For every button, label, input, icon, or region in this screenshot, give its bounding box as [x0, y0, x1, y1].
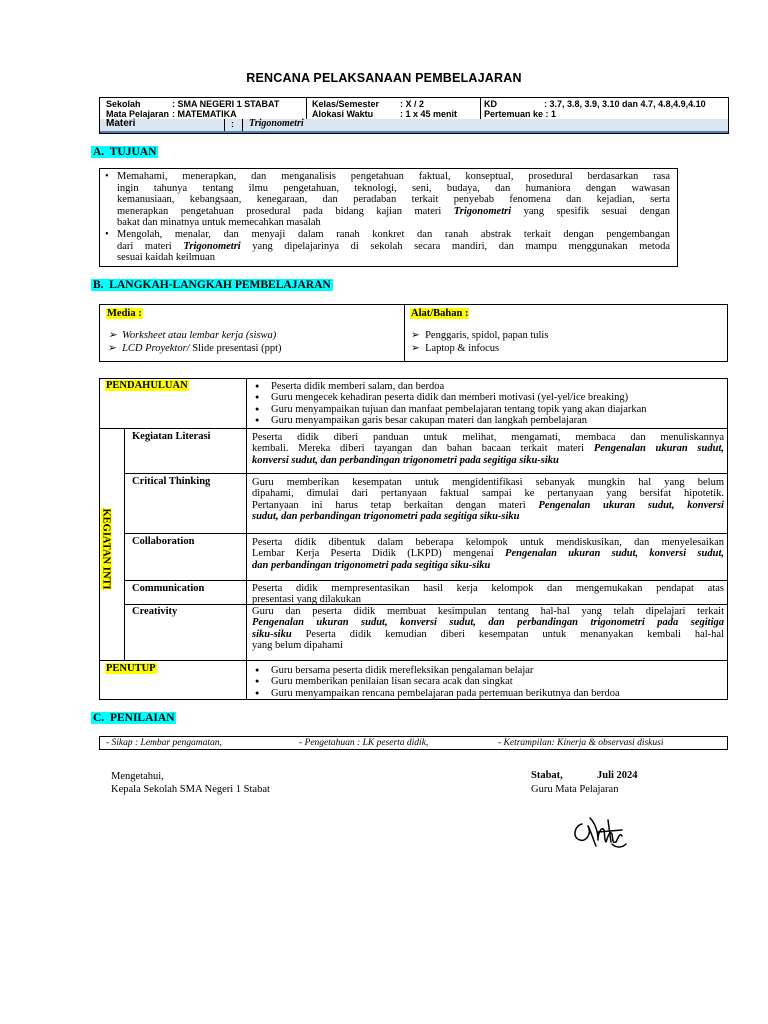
penilaian-ketrampilan: - Ketrampilan: Kinerja & observasi diskusi [498, 738, 664, 748]
penilaian-sikap: - Sikap : Lembar pengamatan, [106, 738, 222, 748]
tujuan-1-line-1: Memahami, menerapkan, dan menganalisis pengetahuan faktual, konseptual, prosedural berdasarkan rasa [117, 171, 670, 182]
sekolah-label: Sekolah [106, 99, 141, 109]
critical-thinking-label: Critical Thinking [132, 476, 211, 487]
media-item-worksheet-text: Worksheet atau lembar kerja (siswa) [122, 330, 277, 341]
comm-line: Peserta didik mempresentasikan hasil kerja kelompok dan mengemukakan pendapat atas [252, 583, 724, 594]
kd-label: KD [484, 99, 497, 109]
tujuan-1-line-2: ingin tahunya tentang ilmu pengetahuan, teknologi, seni, budaya, dan humaniora dengan wawasan [117, 182, 670, 194]
penutup-label-text: PENUTUP [106, 663, 156, 674]
pendahuluan-list [253, 381, 723, 427]
media-label-text: Media : [107, 308, 142, 319]
section-b-heading [91, 279, 333, 291]
document-title: RENCANA PELAKSANAAN PEMBELAJARAN [246, 71, 522, 85]
tujuan-1-line-4 [117, 206, 670, 218]
tujuan-item-1 [105, 171, 670, 229]
collab-line: Peserta didik dibentuk dalam beberapa kelompok untuk mendiskusikan, dan menyelesaikan [252, 537, 724, 548]
tujuan-2-line-3: sesuai kaidah keilmuan [117, 252, 215, 264]
section-c-title: PENILAIAN [109, 712, 175, 724]
collab-emphasis-line: dan perbandingan trigonometri pada segitiga siku-siku [252, 559, 491, 571]
kelas-label: Kelas/Semester [312, 99, 380, 109]
creativity-label: Creativity [132, 606, 178, 617]
alat-item-2-text: Laptop & infocus [425, 343, 500, 354]
section-c-highlight [91, 712, 176, 724]
literasi-emphasis: Pengenalan ukuran sudut, [593, 443, 724, 455]
penilaian-pengetahuan: - Pengetahuan : LK peserta didik, [299, 738, 429, 748]
section-b-title: LANGKAH-LANGKAH PEMBELAJARAN [109, 279, 331, 291]
section-b-letter: B. [93, 279, 104, 291]
tujuan-2-emphasis: Trigonometri [183, 240, 241, 252]
materi-row [100, 119, 728, 133]
mapel-value: : MATEMATIKA [172, 109, 237, 119]
critical-thinking-text [252, 477, 724, 523]
literasi-label: Kegiatan Literasi [132, 431, 211, 442]
tujuan-2-line-2 [117, 241, 670, 253]
sig-right-city: Stabat, [531, 770, 563, 781]
literasi-line: Peserta didik diberi panduan untuk melihat, mengamati, membaca dan menuliskannya [252, 432, 724, 443]
tujuan-2-line-1: Mengolah, menalar, dan menyaji dalam ranah konkret dan ranah abstrak terkait dengan pengembangan [117, 229, 670, 240]
pendahuluan-item: ● Guru menyampaikan tujuan dan manfaat pembelajaran tentang topik yang akan diajarkan [253, 404, 723, 415]
critical-line: dipahami, dimulai dari pertanyaan faktual sampai ke pertanyaan yang bersifat hipotetik. [252, 488, 724, 500]
collaboration-label: Collaboration [132, 536, 195, 547]
literasi-line-text: kembali. Mereka diberi tayangan dan bahan bacaan terkait materi [252, 443, 594, 455]
bullet-icon: • [105, 229, 109, 240]
tujuan-2-line-2-tail: yang dipelajarinya di sekolah secara mandiri, dan mampu menggunakan metoda [240, 240, 670, 252]
materi-value: Trigonometri [249, 118, 304, 129]
critical-emphasis-line: sudut, dan perbandingan trigonometri pada segitiga siku-siku [252, 511, 520, 523]
section-b-highlight [91, 279, 333, 291]
literasi-text [252, 432, 724, 466]
pendahuluan-item: ● Guru menyampaikan garis besar cakupan materi dan langkah pembelajaran [253, 415, 723, 426]
kd-value: : 3.7, 3.8, 3.9, 3.10 dan 4.7, 4.8,4.9,4.10 [544, 99, 706, 109]
critical-line [252, 500, 724, 511]
creat-line: Guru dan peserta didik membuat kesimpulan tentang hal-hal yang telah dipelajari terkait [252, 606, 724, 617]
media-label [106, 308, 143, 319]
creativity-text [252, 606, 724, 652]
sig-right-2: Guru Mata Pelajaran [531, 784, 619, 795]
media-item-worksheet: ➢ Worksheet atau lembar kerja (siswa) [108, 330, 277, 341]
media-item-lcd-text: LCD Proyektor/ [122, 343, 190, 354]
alokasi-label: Alokasi Waktu [312, 109, 374, 119]
section-c-letter: C. [93, 712, 105, 724]
creat-line [252, 629, 724, 640]
media-item-slide-text: Slide presentasi (ppt) [189, 343, 282, 354]
kegiatan-table [99, 378, 728, 700]
identity-row [100, 98, 728, 120]
literasi-emphasis-line: konversi sudut, dan perbandingan trigonometri pada segitiga siku-siku [252, 454, 559, 466]
kelas-value: : X / 2 [400, 99, 425, 109]
section-a-letter: A. [93, 146, 105, 158]
alat-item-1-text: Penggaris, spidol, papan tulis [425, 330, 549, 341]
section-a-heading [91, 146, 158, 158]
alat-label-text: Alat/Bahan : [411, 308, 469, 319]
section-a-highlight [91, 146, 158, 158]
tujuan-item-2 [105, 229, 670, 264]
mapel-label: Mata Pelajaran [106, 109, 170, 119]
sekolah-value: : SMA NEGERI 1 STABAT [172, 99, 280, 109]
tujuan-1-line-3: kemanusiaan, kebangsaan, kenegaraan, dan peradaban terkait penyebab fenomena dan kejadian, serta [117, 194, 670, 206]
alat-item-1: ➢ Penggaris, spidol, papan tulis [411, 330, 549, 341]
tujuan-1-line-4-text: menerapkan pengetahuan prosedural pada bidang kajian materi [117, 205, 454, 217]
alat-label [410, 308, 469, 319]
materi-label: Materi [106, 118, 136, 129]
collab-line-text: Lembar Kerja Peserta Didik (LKPD) mengenai [252, 548, 506, 560]
section-c-heading [91, 712, 176, 724]
sig-left-1: Mengetahui, [111, 771, 164, 782]
collab-line [252, 548, 724, 559]
tujuan-1-line-5: bakat dan minatnya untuk memecahkan masalah [117, 217, 321, 229]
pertemuan-label: Pertemuan ke : 1 [484, 109, 557, 119]
media-table [99, 304, 728, 362]
creat-line: yang belum dipahami [252, 640, 343, 652]
penutup-item: ● Guru menyampaikan rencana pembelajaran pada pertemuan berikutnya dan berdoa [253, 688, 723, 699]
creat-emphasis-line: Pengenalan ukuran sudut, konversi sudut, dan perbandingan trigonometri pada segitiga [252, 617, 724, 629]
communication-label: Communication [132, 583, 205, 594]
pendahuluan-label [105, 380, 189, 391]
penutup-label [105, 663, 157, 674]
creat-emphasis: siku-siku [252, 628, 292, 640]
penutup-item: ● Guru memberikan penilaian lisan secara acak dan singkat [253, 676, 723, 687]
signature-icon [568, 812, 630, 856]
literasi-line [252, 443, 724, 454]
sig-right-date: Juli 2024 [597, 770, 638, 781]
pendahuluan-label-text: PENDAHULUAN [106, 380, 188, 391]
kegiatan-inti-label [98, 499, 114, 599]
collaboration-text [252, 537, 724, 571]
collab-emphasis: Pengenalan ukuran sudut, konversi sudut, [505, 548, 724, 560]
penutup-list [253, 665, 723, 699]
penutup-item: ● Guru bersama peserta didik merefleksikan pengalaman belajar [253, 665, 723, 676]
tujuan-1-line-4-tail: yang spesifik sesuai dengan [511, 205, 670, 217]
critical-line: Guru memberikan kesempatan untuk mengidentifikasi sebanyak mungkin hal yang belum [252, 477, 724, 488]
pendahuluan-item: ● Guru mengecek kehadiran peserta didik dan memberi motivasi (yel-yel/ice breaking) [253, 392, 723, 403]
alat-item-2: ➢ Laptop & infocus [411, 343, 500, 354]
penilaian-box [99, 736, 728, 750]
section-a-title: TUJUAN [109, 146, 157, 158]
tujuan-1-emphasis: Trigonometri [453, 205, 512, 217]
tujuan-box [99, 168, 678, 267]
sig-left-2: Kepala Sekolah SMA Negeri 1 Stabat [111, 784, 270, 795]
pendahuluan-item: ● Peserta didik memberi salam, dan berdoa [253, 381, 723, 392]
identity-table [99, 97, 729, 134]
media-item-lcd: ➢ LCD Proyektor/ Slide presentasi (ppt) [108, 343, 282, 354]
alokasi-value: : 1 x 45 menit [400, 109, 458, 119]
tujuan-2-line-2-text: dari materi [117, 240, 184, 252]
critical-line-text: Pertanyaan ini harus tetap berkaitan dengan materi [252, 499, 539, 511]
creat-line-text: Peserta didik kemudian diberi kesempatan untuk menanyakan kembali hal-hal [291, 628, 724, 640]
kegiatan-inti-text: KEGIATAN INTI [100, 508, 112, 590]
communication-text [252, 583, 724, 606]
critical-emphasis: Pengenalan ukuran sudut, konversi [538, 499, 724, 511]
bullet-icon: • [105, 171, 109, 182]
materi-colon: : [231, 119, 234, 129]
comm-line: presentasi yang dilakukan [252, 594, 362, 606]
